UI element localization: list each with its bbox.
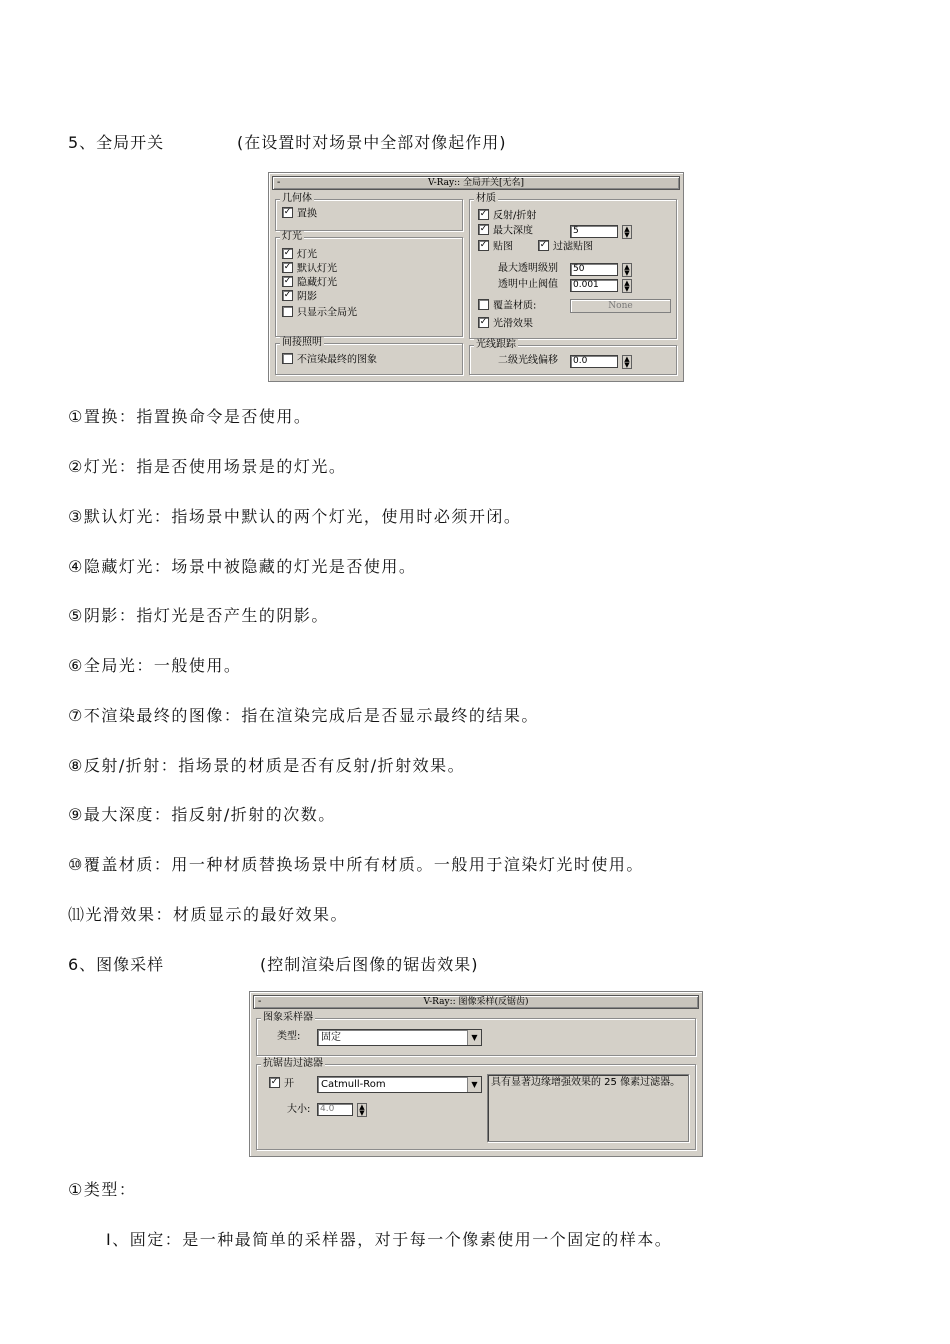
section-6-note: (控制渲染后图像的锯齿效果)	[260, 955, 479, 974]
transp-cutoff-label: 透明中止阀值	[498, 279, 558, 290]
filter-maps-label: 过滤贴图	[553, 241, 593, 253]
transp-cutoff-field[interactable]: 0.001	[570, 279, 618, 292]
show-gi-only-option[interactable]	[282, 307, 357, 320]
max-depth-option[interactable]	[478, 225, 533, 238]
item-5-3: ③默认灯光：指场景中默认的两个灯光，使用时必须开闭。	[68, 507, 522, 526]
item-5-5: ⑤阴影：指灯光是否产生的阴影。	[68, 606, 329, 625]
max-depth-label: 最大深度	[493, 225, 533, 237]
override-mtl-button[interactable]: None	[570, 299, 671, 313]
filter-size-label: 大小:	[287, 1104, 311, 1115]
rollout-title-2: V-Ray:: 图像采样(反锯齿)	[423, 997, 529, 1007]
filter-maps-option[interactable]	[538, 241, 593, 254]
override-mtl-option[interactable]	[478, 300, 536, 313]
raytracing-group	[469, 339, 677, 375]
show-gi-only-label: 只显示全局光	[297, 307, 357, 319]
sampler-type-label: 类型:	[277, 1031, 301, 1042]
aa-filter-group-title: 抗锯齿过滤器	[263, 1058, 323, 1069]
item-5-9: ⑨最大深度：指反射/折射的次数。	[68, 805, 336, 824]
section-5-note: (在设置时对场景中全部对像起作用)	[237, 133, 507, 152]
item-5-7: ⑦不渲染最终的图像：指在渲染完成后是否显示最终的结果。	[68, 706, 539, 725]
indirect-group-title: 间接照明	[282, 337, 322, 348]
indirect-illumination-group	[275, 337, 463, 375]
displacement-checkbox[interactable]: ✓	[283, 207, 292, 217]
image-sampler-group	[256, 1012, 696, 1056]
item-5-8: ⑧反射/折射：指场景的材质是否有反射/折射效果。	[68, 756, 466, 775]
transp-cutoff-spinner[interactable]: ▲ ▼	[622, 279, 632, 293]
reflect-refract-label: 反射/折射	[493, 210, 537, 222]
item-5-6: ⑥全局光：一般使用。	[68, 656, 242, 675]
filter-on-option[interactable]	[269, 1078, 294, 1091]
glossy-effects-label: 光滑效果	[493, 318, 533, 330]
filter-type-dropdown[interactable]	[317, 1076, 482, 1093]
override-mtl-label: 覆盖材质:	[493, 300, 537, 312]
override-mtl-checkbox[interactable]	[478, 299, 489, 310]
reflect-refract-option[interactable]	[478, 210, 536, 223]
lights-group	[275, 231, 463, 337]
secondary-bias-spinner[interactable]: ▲ ▼	[622, 355, 632, 369]
materials-group-title: 材质	[476, 193, 496, 204]
max-depth-spinner[interactable]: ▲ ▼	[622, 225, 632, 239]
lights-group-title: 灯光	[282, 231, 302, 242]
max-transp-spinner[interactable]: ▲ ▼	[622, 263, 632, 277]
maps-checkbox[interactable]: ✓	[479, 240, 488, 250]
item-5-10: ⑩覆盖材质：用一种材质替换场景中所有材质。一般用于渲染灯光时使用。	[68, 855, 644, 874]
max-transp-levels-label: 最大透明级别	[498, 263, 558, 274]
materials-group	[469, 193, 677, 339]
dont-render-final-label: 不渲染最终的图象	[297, 354, 377, 366]
item-5-4: ④隐藏灯光：场景中被隐藏的灯光是否使用。	[68, 557, 417, 576]
item-5-2: ②灯光：指是否使用场景是的灯光。	[68, 457, 347, 476]
filter-type-value: Catmull-Rom	[321, 1079, 386, 1090]
max-depth-checkbox[interactable]: ✓	[479, 224, 488, 234]
section-5-title: 5、全局开关	[68, 133, 165, 152]
shadows-option[interactable]	[282, 291, 317, 304]
rollout-header[interactable]	[272, 176, 680, 190]
image-sampler-group-title: 图象采样器	[263, 1012, 313, 1023]
default-lights-checkbox[interactable]: ✓	[283, 262, 292, 272]
lights-checkbox[interactable]: ✓	[283, 248, 292, 258]
dont-render-final-checkbox[interactable]	[282, 353, 293, 364]
filter-description: 具有显著边缘增强效果的 25 像素过滤器。	[487, 1074, 689, 1142]
global-switches-panel	[268, 172, 684, 382]
collapse-icon[interactable]: -	[277, 177, 281, 188]
raytracing-group-title: 光线跟踪	[476, 339, 516, 350]
image-sampler-panel	[249, 991, 703, 1157]
rollout-header-2[interactable]	[253, 995, 699, 1009]
lights-option[interactable]	[282, 249, 317, 262]
item-5-11: ⑾光滑效果：材质显示的最好效果。	[68, 905, 349, 924]
glossy-effects-checkbox[interactable]: ✓	[479, 317, 488, 327]
max-transp-levels-field[interactable]: 50	[570, 263, 618, 276]
default-lights-label: 默认灯光	[297, 263, 337, 275]
item-5-1: ①置换：指置换命令是否使用。	[68, 407, 312, 426]
shadows-checkbox[interactable]: ✓	[283, 290, 292, 300]
hidden-lights-checkbox[interactable]: ✓	[283, 276, 292, 286]
collapse-icon-2[interactable]: -	[258, 996, 262, 1007]
show-gi-only-checkbox[interactable]	[282, 306, 293, 317]
section-6-title: 6、图像采样	[68, 955, 165, 974]
sampler-type-value: 固定	[321, 1032, 341, 1043]
glossy-effects-option[interactable]	[478, 318, 533, 331]
maps-label: 贴图	[493, 241, 513, 253]
displacement-option[interactable]	[282, 208, 317, 221]
maps-option[interactable]	[478, 241, 513, 254]
sampler-type-dropdown[interactable]	[317, 1029, 482, 1046]
lights-label: 灯光	[297, 249, 317, 261]
secondary-bias-field[interactable]: 0.0	[570, 355, 618, 368]
reflect-refract-checkbox[interactable]: ✓	[479, 209, 488, 219]
shadows-label: 阴影	[297, 291, 317, 303]
filter-on-label: 开	[284, 1078, 294, 1090]
dont-render-final-option[interactable]	[282, 354, 377, 367]
filter-maps-checkbox[interactable]: ✓	[539, 240, 548, 250]
filter-size-spinner[interactable]: ▲ ▼	[357, 1103, 367, 1117]
aa-filter-group	[256, 1058, 696, 1150]
default-lights-option[interactable]	[282, 263, 337, 276]
max-depth-field[interactable]: 5	[570, 225, 618, 238]
filter-on-checkbox[interactable]: ✓	[270, 1077, 279, 1087]
rollout-title: V-Ray:: 全局开关[无名]	[427, 178, 525, 188]
hidden-lights-option[interactable]	[282, 277, 337, 290]
secondary-bias-label: 二级光线偏移	[498, 355, 558, 366]
item-6-1: ①类型：	[68, 1180, 137, 1199]
displacement-label: 置换	[297, 208, 317, 220]
chevron-down-icon[interactable]: ▼	[467, 1077, 481, 1092]
chevron-down-icon[interactable]: ▼	[467, 1030, 481, 1045]
filter-size-field[interactable]: 4.0	[317, 1103, 353, 1116]
hidden-lights-label: 隐藏灯光	[297, 277, 337, 289]
item-6-2: Ⅰ、固定：是一种最简单的采样器，对于每一个像素使用一个固定的样本。	[106, 1230, 673, 1249]
geometry-group	[275, 193, 463, 231]
geometry-group-title: 几何体	[282, 193, 312, 204]
